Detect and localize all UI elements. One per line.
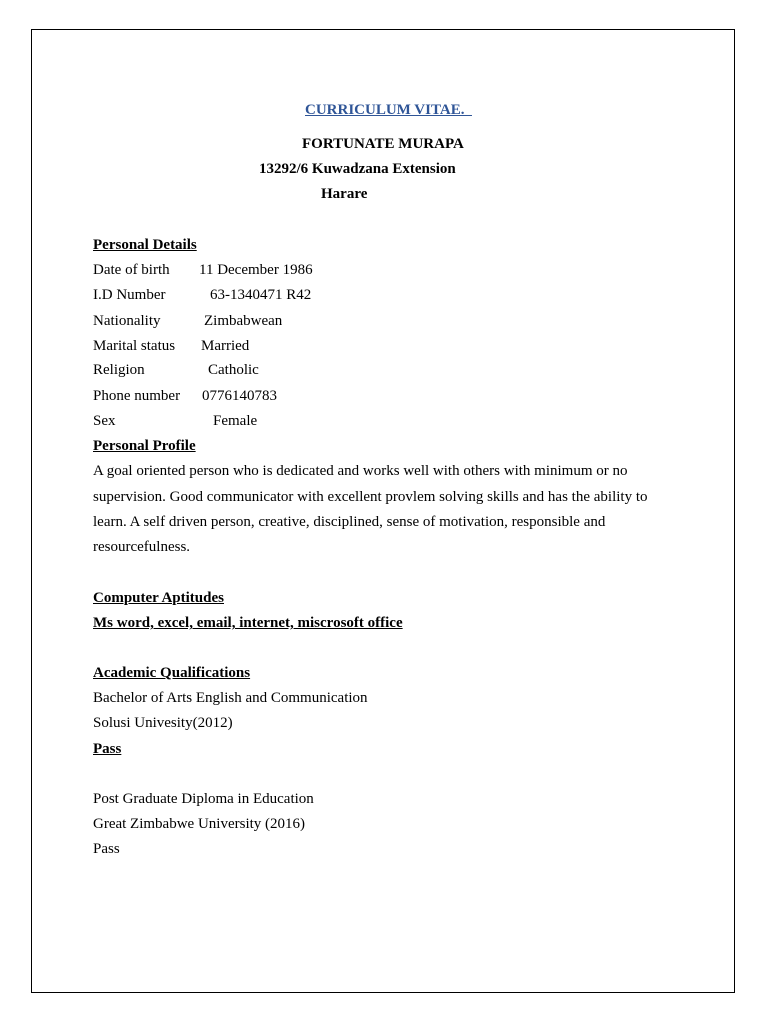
personal-profile-heading: Personal Profile <box>93 438 196 454</box>
detail-label-sex: Sex <box>93 413 116 429</box>
profile-line: supervision. Good communicator with excellent provlem solving skills and has the ability to <box>93 489 648 505</box>
candidate-name: FORTUNATE MURAPA <box>302 136 464 152</box>
qualification-result: Pass <box>93 841 120 857</box>
qualification-institution: Great Zimbabwe University (2016) <box>93 816 306 832</box>
detail-label-nationality: Nationality <box>93 313 161 329</box>
computer-skills: Ms word, excel, email, internet, miscrosoft office <box>93 615 403 631</box>
detail-label-religion: Religion <box>93 362 145 378</box>
qualification-title: Post Graduate Diploma in Education <box>93 791 314 807</box>
computer-aptitudes-heading: Computer Aptitudes <box>93 590 224 606</box>
personal-details-heading: Personal Details <box>93 237 197 253</box>
profile-line: resourcefulness. <box>93 539 191 555</box>
detail-label-phone-number: Phone number <box>93 388 181 404</box>
address-line-2: Harare <box>321 186 368 202</box>
profile-line: learn. A self driven person, creative, disciplined, sense of motivation, responsible and <box>93 514 606 530</box>
detail-value-nationality: Zimbabwean <box>204 313 283 329</box>
academic-qualifications-heading: Academic Qualifications <box>93 665 251 681</box>
detail-value-religion: Catholic <box>208 362 259 378</box>
detail-label-date-of-birth: Date of birth <box>93 262 170 278</box>
detail-value-date-of-birth: 11 December 1986 <box>199 262 313 278</box>
qualification-institution: Solusi Univesity(2012) <box>93 715 233 731</box>
cv-title: CURRICULUM VITAE. <box>305 102 472 118</box>
detail-value-phone-number: 0776140783 <box>202 388 277 404</box>
profile-line: A goal oriented person who is dedicated and works well with others with minimum or no <box>93 463 628 479</box>
address-line-1: 13292/6 Kuwadzana Extension <box>259 161 456 177</box>
qualification-title: Bachelor of Arts English and Communication <box>93 690 368 706</box>
detail-label-marital-status: Marital status <box>93 338 176 354</box>
qualification-result: Pass <box>93 741 122 757</box>
detail-value-marital-status: Married <box>201 338 250 354</box>
detail-label-id-number: I.D Number <box>93 287 166 303</box>
detail-value-sex: Female <box>213 413 258 429</box>
detail-value-id-number: 63-1340471 R42 <box>210 287 312 303</box>
